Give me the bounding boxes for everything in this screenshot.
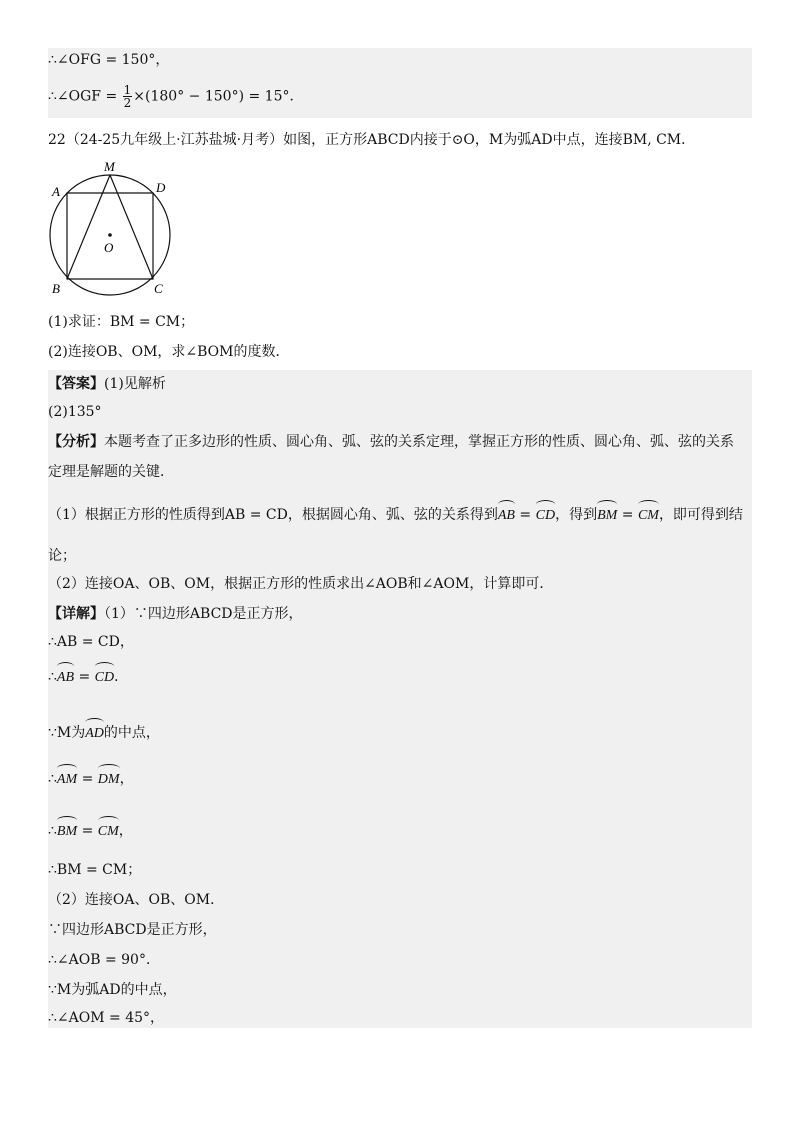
detail-line-3: ∴AB = CD． xyxy=(48,662,128,688)
label-m: M xyxy=(104,160,115,174)
question-part-2: (2)连接OB、OM，求∠BOM的度数． xyxy=(48,344,290,360)
detail-line-2: ∴AB = CD， xyxy=(48,634,134,650)
detail-line-9: ∵四边形ABCD是正方形， xyxy=(48,922,217,938)
detail-line-8: （2）连接OA、OB、OM． xyxy=(48,892,225,908)
label-d: D xyxy=(156,180,166,195)
label-o: O xyxy=(104,240,114,255)
analysis-line-1: 【分析】本题考查了正多边形的性质、圆心角、弧、弦的关系定理，掌握正方形的性质、圆心角、弧、弦的关系 xyxy=(48,434,734,450)
detail-line-12: ∴∠AOM = 45°， xyxy=(48,1010,165,1026)
analysis-line-2: 定理是解题的关键． xyxy=(48,464,174,480)
segment-cm xyxy=(110,175,153,279)
label-c: C xyxy=(154,281,163,296)
detail-tag: 【详解】 xyxy=(48,606,104,622)
analysis-part-1: （1）根据正方形的性质得到AB = CD，根据圆心角、弧、弦的关系得到AB = CD，得到BM = CM，即可得到结 xyxy=(48,500,743,526)
detail-line-4: ∵M为AD的中点， xyxy=(48,718,160,744)
label-b: B xyxy=(52,281,60,296)
detail-line-10: ∴∠AOB = 90°． xyxy=(48,952,160,968)
question-source: （24-25九年级上·江苏盐城·月考） xyxy=(65,132,284,148)
question-part-1: (1)求证：BM = CM； xyxy=(48,314,195,330)
detail-line-7: ∴BM = CM； xyxy=(48,862,142,878)
analysis-tag: 【分析】 xyxy=(48,434,104,450)
fraction-half: $\frac{1}{2}$ xyxy=(123,83,132,110)
detail-line-6: ∴BM = CM， xyxy=(48,816,133,842)
answer-line-1: 【答案】(1)见解析 xyxy=(48,376,166,392)
top-line-1: ∴∠OFG = 150°， xyxy=(48,52,170,68)
question-stem: 22（24-25九年级上·江苏盐城·月考）如图，正方形ABCD内接于⊙O，M为弧AD中点，连接BM, CM． xyxy=(48,132,696,148)
detail-line-1: 【详解】（1）∵四边形ABCD是正方形， xyxy=(48,606,303,622)
answer-line-2: (2)135° xyxy=(48,404,102,420)
answer-tag: 【答案】 xyxy=(48,376,104,392)
detail-line-11: ∵M为弧AD的中点， xyxy=(48,982,177,998)
top-line-2: ∴∠OGF = $\frac{1}{2}$ ×(180° − 150°) = 15°． xyxy=(48,83,304,110)
detail-line-5: ∴AM = DM， xyxy=(48,764,134,790)
label-a: A xyxy=(52,184,60,199)
circle-square-diagram xyxy=(44,160,184,300)
question-number: 22 xyxy=(48,132,66,148)
segment-bm xyxy=(67,175,110,279)
analysis-part-1-end: 论； xyxy=(48,548,76,564)
analysis-part-2: （2）连接OA、OB、OM，根据正方形的性质求出∠AOB和∠AOM，计算即可． xyxy=(48,576,554,592)
center-dot xyxy=(108,233,112,237)
